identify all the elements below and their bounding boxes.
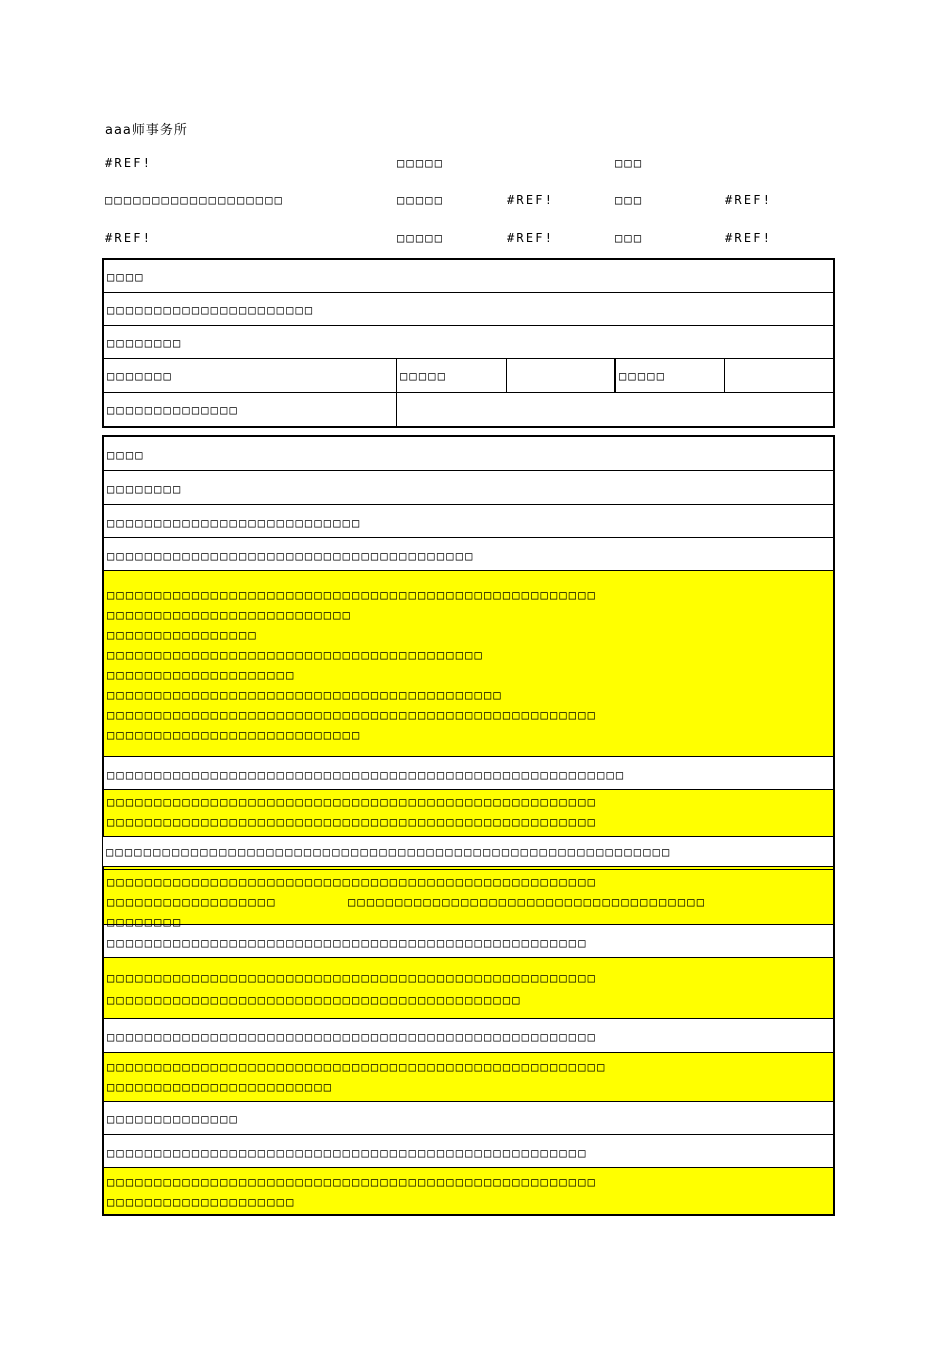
header-cell: □□□□□ [397, 231, 445, 245]
highlighted-row [104, 870, 833, 929]
table-row [104, 757, 833, 790]
line: □□□□□□□□□□□□□□□□□□□□□□□□ [107, 1080, 334, 1094]
line: □□□□□□□□□□□□□□□□ [107, 628, 258, 642]
row-label: □□□□□□□□ [107, 482, 183, 496]
table-row [104, 925, 833, 958]
line: □□□□□□□□□□□□□□□□□□□□□□□□□□ [107, 608, 353, 622]
header-cell: #REF! [105, 156, 153, 170]
header-cell: #REF! [725, 231, 773, 245]
info-table [102, 258, 835, 428]
row-label: □□□□□□□□□□□□□□□□□□□□□□□□□□□ [107, 516, 362, 530]
highlighted-row [104, 958, 833, 1019]
row-label: □□□□□□□□□□□□□□□□□□□□□□□□□□□□□□□□□□□□□□□□□□□□□□□□□□□ [107, 1146, 588, 1160]
highlighted-row [104, 1168, 833, 1214]
header-cell: □□□□□ [397, 156, 445, 170]
line: □□□□□□□□□□□□□□□□□□□□□□□□□□□□□□□□□□□□□□□□□□□□ [107, 993, 522, 1007]
highlighted-row [104, 571, 833, 757]
table-row [104, 471, 833, 505]
table-row [104, 505, 833, 538]
line: □□□□□□□□□□□□□□□□□□□□ [107, 1195, 296, 1209]
table-cell [724, 359, 725, 392]
row-label: □□□□□□□□□□□□□□□□□□□□□□□□□□□□□□□□□□□□□□□□□□□□□□□□□□□ [107, 936, 588, 950]
row-label: □□□□ [107, 448, 145, 462]
line: □□□□□□□□□□□□□□□□□□□□□□□□□□□□□□□□□□□□□□□□□□ [107, 688, 503, 702]
cell-label: □□□□□ [400, 369, 448, 383]
table-cell [506, 359, 507, 392]
line: □□□□□□□□□□□□□□□□□□□□□□□□□□□□□□□□□□□□□□□□□□□□□□□□□□□□ [107, 708, 598, 722]
table-row [104, 293, 833, 326]
row-label: □□□□□□□□□□□□□□ [107, 1112, 239, 1126]
header-cell: □□□□□ [397, 193, 445, 207]
table-row [104, 326, 833, 359]
line: □□□□□□□□□□□□□□□□□□□□□□□□□□□□□□□□□□□□□□□□□□□□□□□□□□□□ [107, 971, 598, 985]
line: □□□□□□□□□□□□□□□□□□□□□□□□□□□□□□□□□□□□□□ [348, 895, 707, 909]
row-label: □□□□□□□□□□□□□□□□□□□□□□ [107, 303, 315, 317]
header-cell: #REF! [105, 231, 153, 245]
overlay-row [102, 836, 834, 867]
line: □□□□□□□□□□□□□□□□□□□□□□□□□□□ [107, 728, 362, 742]
firm-name: aaa师事务所 [105, 123, 188, 138]
row-label: □□□□□□□□□□□□□□□□□□□□□□□□□□□□□□□□□□□□□□□□□□□□□□□□□□□□□□□□□□□□ [106, 845, 672, 859]
line: □□□□□□□□□□□□□□□□□□□□□□□□□□□□□□□□□□□□□□□□□□□□□□□□□□□□ [107, 588, 598, 602]
line: □□□□□□□□□□□□□□□□□□□□□□□□□□□□□□□□□□□□□□□□□□□□□□□□□□□□□ [107, 1060, 607, 1074]
header-cell: □□□□□□□□□□□□□□□□□□□ [105, 193, 285, 207]
header-cell: □□□ [615, 193, 644, 207]
table-row [104, 1135, 833, 1168]
table-row [104, 538, 833, 571]
table-row [104, 260, 833, 293]
header-cell: □□□ [615, 156, 644, 170]
cell-label: □□□□□ [619, 369, 667, 383]
highlighted-row [104, 1053, 833, 1102]
header-cell: #REF! [507, 231, 555, 245]
table-row [104, 393, 833, 426]
row-label: □□□□□□□□ [107, 336, 183, 350]
procedure-table [102, 435, 835, 1216]
line: □□□□□□□□□□□□□□□□□□□□□□□□□□□□□□□□□□□□□□□□□□□□□□□□□□□□ [107, 795, 598, 809]
table-row [104, 437, 833, 471]
header-cell: □□□ [615, 231, 644, 245]
line: □□□□□□□□ [107, 915, 183, 929]
header-cell: #REF! [725, 193, 773, 207]
row-label: □□□□□□□□□□□□□□□□□□□□□□□□□□□□□□□□□□□□□□□ [107, 549, 475, 563]
line: □□□□□□□□□□□□□□□□□□□□□□□□□□□□□□□□□□□□□□□□□□□□□□□□□□□□ [107, 1175, 598, 1189]
table-cell [614, 359, 667, 392]
table-row [104, 1019, 833, 1053]
line: □□□□□□□□□□□□□□□□□□ [107, 895, 277, 909]
row-label: □□□□ [107, 270, 145, 284]
line: □□□□□□□□□□□□□□□□□□□□□□□□□□□□□□□□□□□□□□□□□□□□□□□□□□□□ [107, 815, 598, 829]
table-cell [396, 359, 448, 392]
table-row [104, 1102, 833, 1135]
table-cell [396, 393, 397, 426]
table-row [104, 359, 833, 393]
row-label: □□□□□□□ [107, 369, 173, 383]
line: □□□□□□□□□□□□□□□□□□□□ [107, 668, 296, 682]
line: □□□□□□□□□□□□□□□□□□□□□□□□□□□□□□□□□□□□□□□□□□□□□□□□□□□□ [107, 875, 598, 889]
row-label: □□□□□□□□□□□□□□□□□□□□□□□□□□□□□□□□□□□□□□□□□□□□□□□□□□□□□□□ [107, 768, 626, 782]
row-label: □□□□□□□□□□□□□□ [107, 403, 239, 417]
line: □□□□□□□□□□□□□□□□□□□□□□□□□□□□□□□□□□□□□□□□ [107, 648, 484, 662]
row-label: □□□□□□□□□□□□□□□□□□□□□□□□□□□□□□□□□□□□□□□□□□□□□□□□□□□□ [107, 1030, 598, 1044]
header-cell: #REF! [507, 193, 555, 207]
